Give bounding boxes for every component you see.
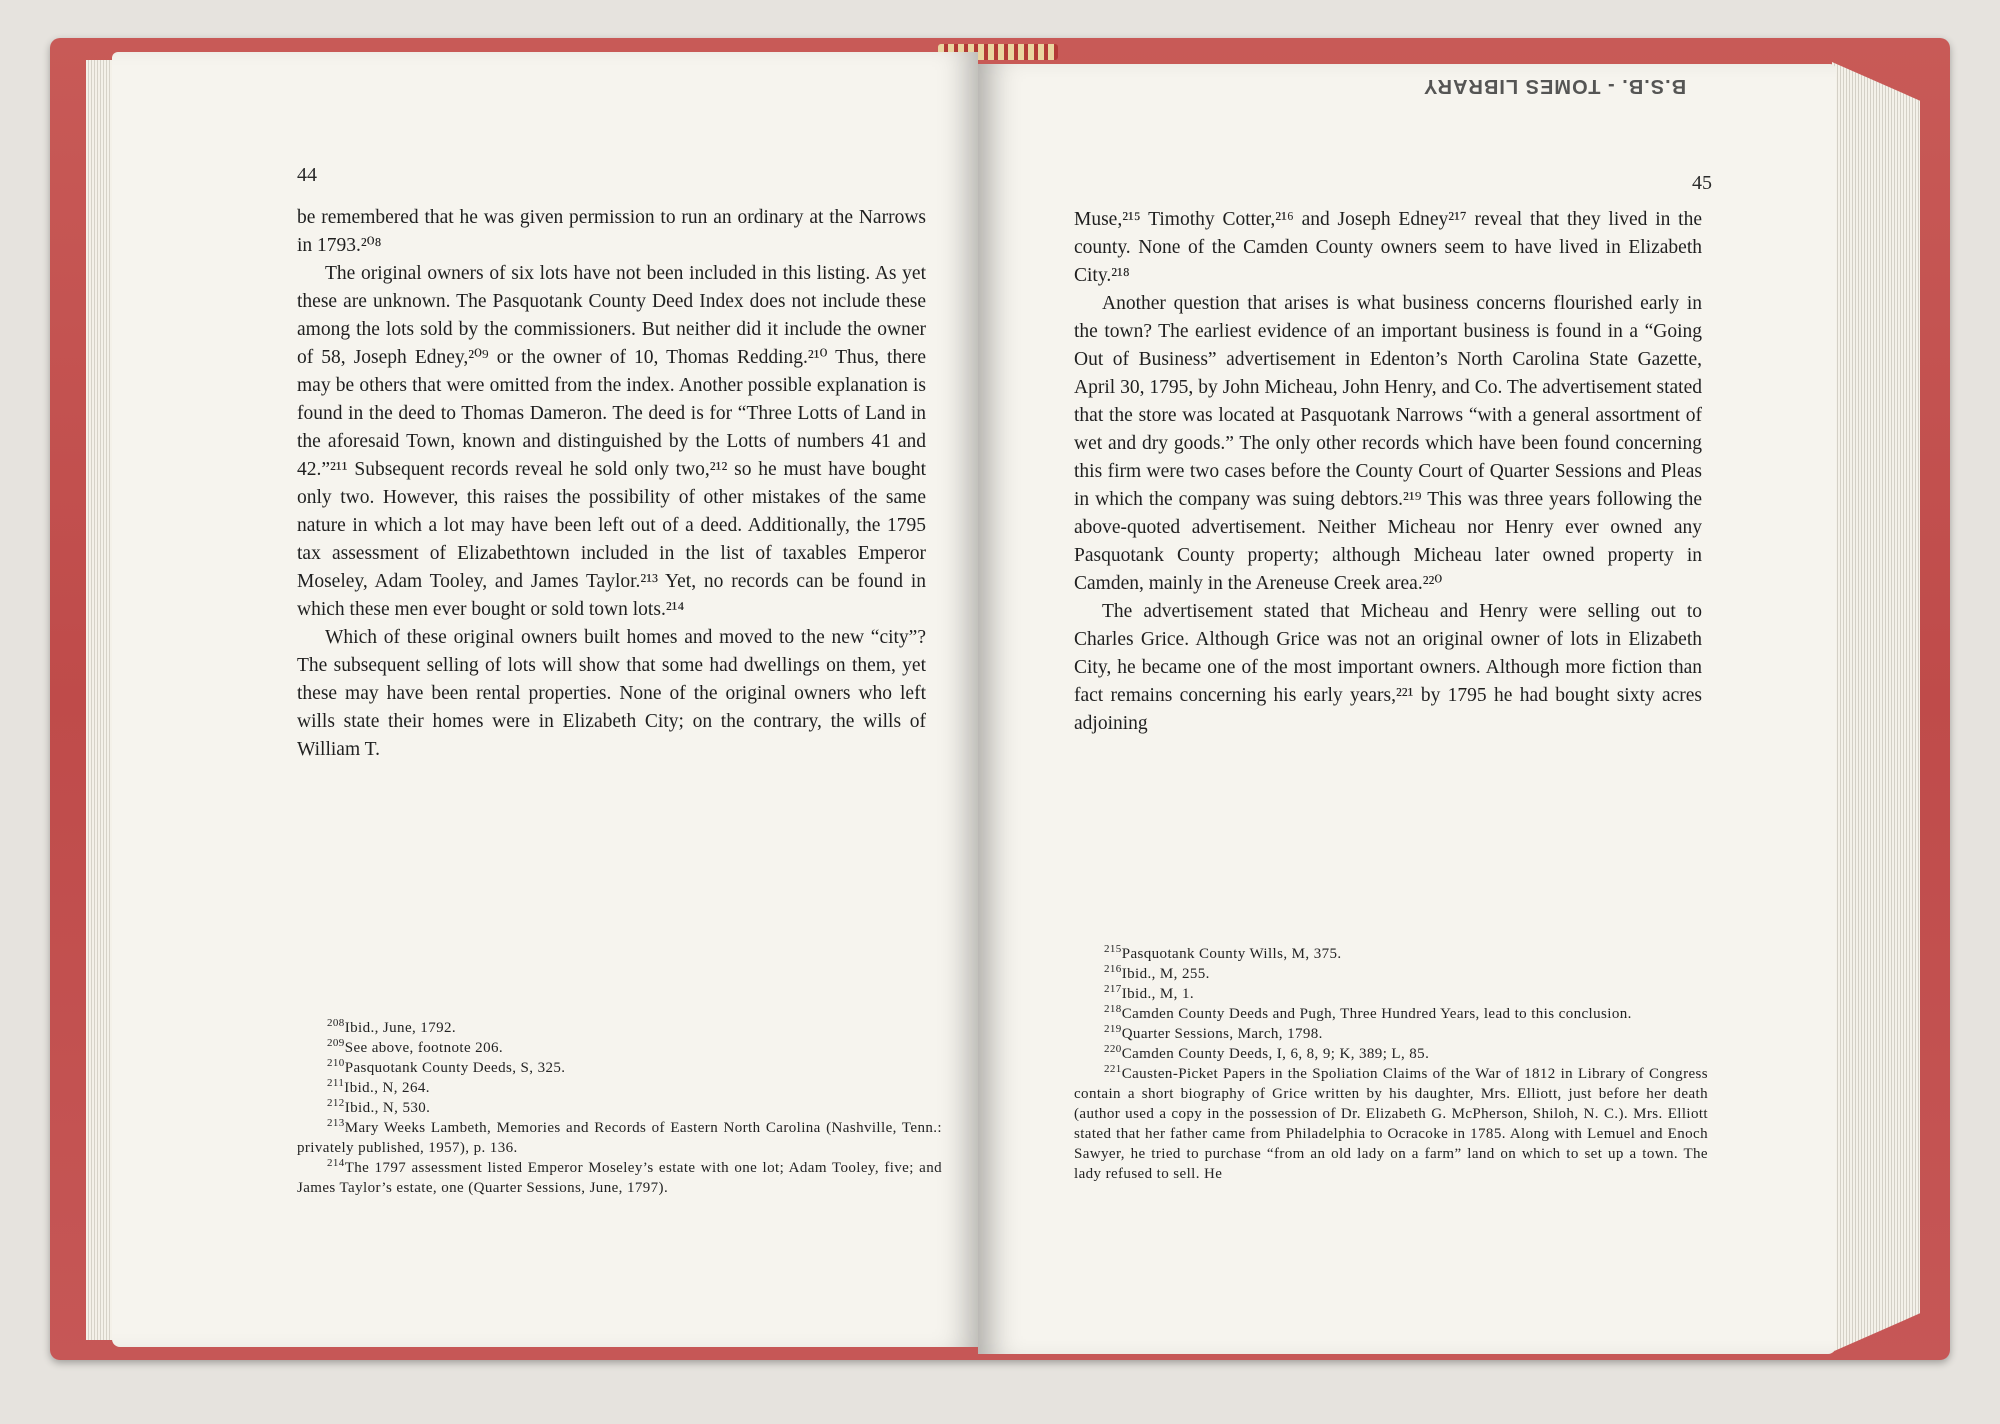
right-page [978,64,1836,1354]
footnote-text: Pasquotank County Wills, M, 375. [1121,946,1342,962]
footnote-number: 214 [327,1157,345,1169]
footnote [1074,944,1708,964]
footnote [297,1058,942,1078]
footnote-number: 209 [327,1037,345,1049]
footnote-number: 210 [327,1057,345,1069]
footnote-number: 211 [327,1077,345,1089]
left-page [112,52,978,1347]
footnote [297,1018,942,1038]
footnote-text: Causten-Picket Papers in the Spoliation Claims of the War of 1812 in Library of Congress contain a short biography of Grice written by his daughter, Mrs. Elliott, just before her death (author used a copy in the possession of Dr. Elizabeth G. McPherson, Shiloh, N. C.). Mrs. Elliott stated that her father came from Philadelphia to Ocracoke in 1785. Along with Lemuel and Enoch Sawyer, he tried to purchase “from an old lady on a farm” land on which to set up a town. The lady refused to sell. He [1074,1066,1708,1182]
footnote-text: Ibid., June, 1792. [344,1020,457,1036]
footnote [1074,1024,1708,1044]
footnote-text: Mary Weeks Lambeth, Memories and Records of Eastern North Carolina (Nashville, Tenn.: privately published, 1957), p. 136. [297,1120,942,1156]
footnote-number: 217 [1104,983,1122,995]
footnote [1074,984,1708,1004]
footnote-number: 220 [1104,1043,1122,1055]
footnote-number: 215 [1104,943,1122,955]
paragraph: Another question that arises is what business concerns flourished early in the town? The earliest evidence of an important business is found in a “Going Out of Business” advertisement in Edenton’s North Carolina State Gazette, April 30, 1795, by John Micheau, John Henry, and Co. The advertisement stated that the store was located at Pasquotank Narrows “with a general assortment of wet and dry goods.” The only other records which have been found concerning this firm were two cases before the County Court of Quarter Sessions and Pleas in which the company was suing debtors.²¹⁹ This was three years following the above-quoted advertisement. Neither Micheau nor Henry ever owned any Pasquotank County property; although Micheau later owned property in Camden, mainly in the Areneuse Creek area.²²⁰ [1074,293,1702,594]
footnote-text: Camden County Deeds and Pugh, Three Hundred Years, lead to this conclusion. [1121,1006,1632,1022]
footnote-text: Quarter Sessions, March, 1798. [1121,1026,1323,1042]
footnote [297,1078,942,1098]
footnote-number: 212 [327,1097,345,1109]
footnote-text: Pasquotank County Deeds, S, 325. [344,1060,566,1076]
footnote-number: 213 [327,1117,345,1129]
running-head: B.S.B. - TOMES LIBRARY [1422,75,1686,97]
footnote [1074,1064,1708,1184]
left-page-body [297,204,926,764]
footnote-text: Ibid., N, 264. [344,1080,430,1096]
footnote-text: Ibid., M, 1. [1121,986,1195,1002]
paragraph: Muse,²¹⁵ Timothy Cotter,²¹⁶ and Joseph Edney²¹⁷ reveal that they lived in the county. None of the Camden County owners seem to have lived in Elizabeth City.²¹⁸ [1074,209,1702,286]
footnote-number: 221 [1104,1063,1122,1075]
right-footnotes [1074,944,1708,1184]
footnote [297,1098,942,1118]
left-footnotes [297,1018,942,1198]
right-page-body [1074,206,1702,738]
paragraph: be remembered that he was given permission to run an ordinary at the Narrows in 1793.²⁰⁸ [297,207,926,256]
footnote [1074,1004,1708,1024]
footnote [297,1038,942,1058]
footnote [1074,964,1708,984]
footnote-number: 219 [1104,1023,1122,1035]
footnote-number: 218 [1104,1003,1122,1015]
paragraph: The original owners of six lots have not been included in this listing. As yet these are unknown. The Pasquotank County Deed Index does not include these among the lots sold by the commissioners. But neither did it include the owner of 58, Joseph Edney,²⁰⁹ or the owner of 10, Thomas Redding.²¹⁰ Thus, there may be others that were omitted from the index. Another possible explanation is found in the deed to Thomas Dameron. The deed is for “Three Lotts of Land in the aforesaid Town, known and distinguished by the Lotts of numbers 41 and 42.”²¹¹ Subsequent records reveal he sold only two,²¹² so he must have bought only two. However, this raises the possibility of other mistakes of the same nature in which a lot may have been left out of a deed. Additionally, the 1795 tax assessment of Elizabethtown included in the list of taxables Emperor Moseley, Adam Tooley, and James Taylor.²¹³ Yet, no records can be found in which these men ever bought or sold town lots.²¹⁴ [297,263,926,620]
footnote-text: See above, footnote 206. [344,1040,504,1056]
page-number-left: 44 [297,164,317,186]
page-edges-right [1832,62,1920,1352]
page-number-right: 45 [1692,172,1712,194]
footnote-text: Camden County Deeds, I, 6, 8, 9; K, 389; L, 85. [1121,1046,1430,1062]
footnote [297,1118,942,1158]
paragraph: Which of these original owners built homes and moved to the new “city”? The subsequent selling of lots will show that some had dwellings on them, yet these may have been rental properties. None of the original owners who left wills state their homes were in Elizabeth City; on the contrary, the wills of William T. [297,627,926,760]
footnote-text: The 1797 assessment listed Emperor Moseley’s estate with one lot; Adam Tooley, five; and James Taylor’s estate, one (Quarter Sessions, June, 1797). [297,1160,942,1196]
footnote-text: Ibid., M, 255. [1121,966,1210,982]
footnote [297,1158,942,1198]
footnote [1074,1044,1708,1064]
footnote-number: 208 [327,1017,345,1029]
footnote-number: 216 [1104,963,1122,975]
footnote-text: Ibid., N, 530. [344,1100,431,1116]
paragraph: The advertisement stated that Micheau and Henry were selling out to Charles Grice. Although Grice was not an original owner of lots in Elizabeth City, he became one of the most important owners. Although more fiction than fact remains concerning his early years,²²¹ by 1795 he had bought sixty acres adjoining [1074,601,1702,734]
